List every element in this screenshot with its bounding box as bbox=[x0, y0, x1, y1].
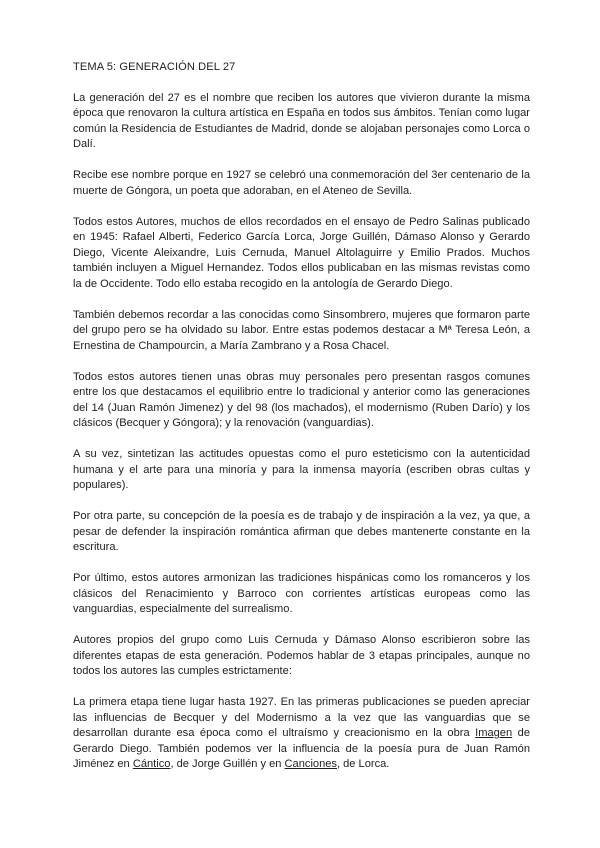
paragraph-10-text-2: de Gerardo Diego. También podemos ver la influencia de la poesía pura de Juan Ramón Jiménez en bbox=[73, 727, 530, 770]
paragraph-10 bbox=[73, 695, 530, 773]
paragraph-4: También debemos recordar a las conocidas como Sinsombrero, mujeres que formaron parte del grupo pero se ha olvidado su labor. Entre estas podemos destacar a Mª Teresa León, a Ernestina de Champourcin, a María Zambrano y a Rosa Chacel. bbox=[73, 308, 530, 352]
paragraph-10-text-3: , de Jorge Guillén y en bbox=[170, 758, 285, 770]
document-page bbox=[73, 60, 530, 788]
work-title-canciones: Canciones bbox=[284, 758, 337, 770]
paragraph-3: Todos estos Autores, muchos de ellos recordados en el ensayo de Pedro Salinas publicado en 1945: Rafael Alberti, Federico García Lorca, Jorge Guillén, Dámaso Alonso y Gerardo Diego, Vicente Aleixandre, Luis Cernuda, Manuel Altolaguirre y Emilio Prados. Muchos también incluyen a Miguel Hernandez. Todos ellos publicaban en las mismas revistas como la de Occidente. Todo ello estaba recogido en la antología de Gerardo Diego. bbox=[73, 215, 530, 290]
paragraph-8: Por último, estos autores armonizan las tradiciones hispánicas como los romanceros y los clásicos del Renacimiento y Barroco con corrientes artísticas europeas como las vanguardias, especialmente del surrealismo. bbox=[73, 572, 530, 615]
paragraph-1: La generación del 27 es el nombre que reciben los autores que vivieron durante la misma época que renovaron la cultura artística en España en todos sus ámbitos. Tenían como lugar común la Residencia de Estudiantes de Madrid, donde se alojaban personajes como Lorca o Dalí. bbox=[73, 91, 530, 150]
paragraph-6: A su vez, sintetizan las actitudes opuestas como el puro esteticismo con la autenticidad humana y el arte para una minoría y para la inmensa mayoría (escriben obras cultas y populares). bbox=[73, 448, 530, 491]
document-title: TEMA 5: GENERACIÓN DEL 27 bbox=[73, 61, 236, 73]
paragraph-10-text-1: La primera etapa tiene lugar hasta 1927. En las primeras publicaciones se pueden apreciar las influencias de Becquer y del Modernismo a la vez que las vanguardias que se desarrollan durante esa época como el ultraísmo y creacionismo en la obra bbox=[73, 696, 530, 739]
work-title-cantico: Cántico bbox=[132, 758, 171, 770]
work-title-imagen: Imagen bbox=[475, 727, 513, 739]
paragraph-9: Autores propios del grupo como Luis Cernuda y Dámaso Alonso escribieron sobre las diferentes etapas de esta generación. Podemos hablar de 3 etapas principales, aunque no todos los autores las cumples estrictamente: bbox=[73, 634, 530, 677]
paragraph-5: Todos estos autores tienen unas obras muy personales pero presentan rasgos comunes entre los que destacamos el equilibrio entre lo tradicional y anterior como las generaciones del 14 (Juan Ramón Jimenez) y del 98 (los machados), el modernismo (Ruben Darío) y los clásicos (Becquer y Góngora); y la renovación (vanguardias). bbox=[73, 370, 530, 429]
paragraph-2: Recibe ese nombre porque en 1927 se celebró una conmemoración del 3er centenario de la muerte de Góngora, un poeta que adoraban, en el Ateneo de Sevilla. bbox=[73, 169, 530, 197]
paragraph-7: Por otra parte, su concepción de la poesía es de trabajo y de inspiración a la vez, ya que, a pesar de defender la inspiración romántica afirman que debes mantenerte constante en la escritura. bbox=[73, 510, 530, 553]
paragraph-10-text-4: , de Lorca. bbox=[336, 758, 390, 770]
